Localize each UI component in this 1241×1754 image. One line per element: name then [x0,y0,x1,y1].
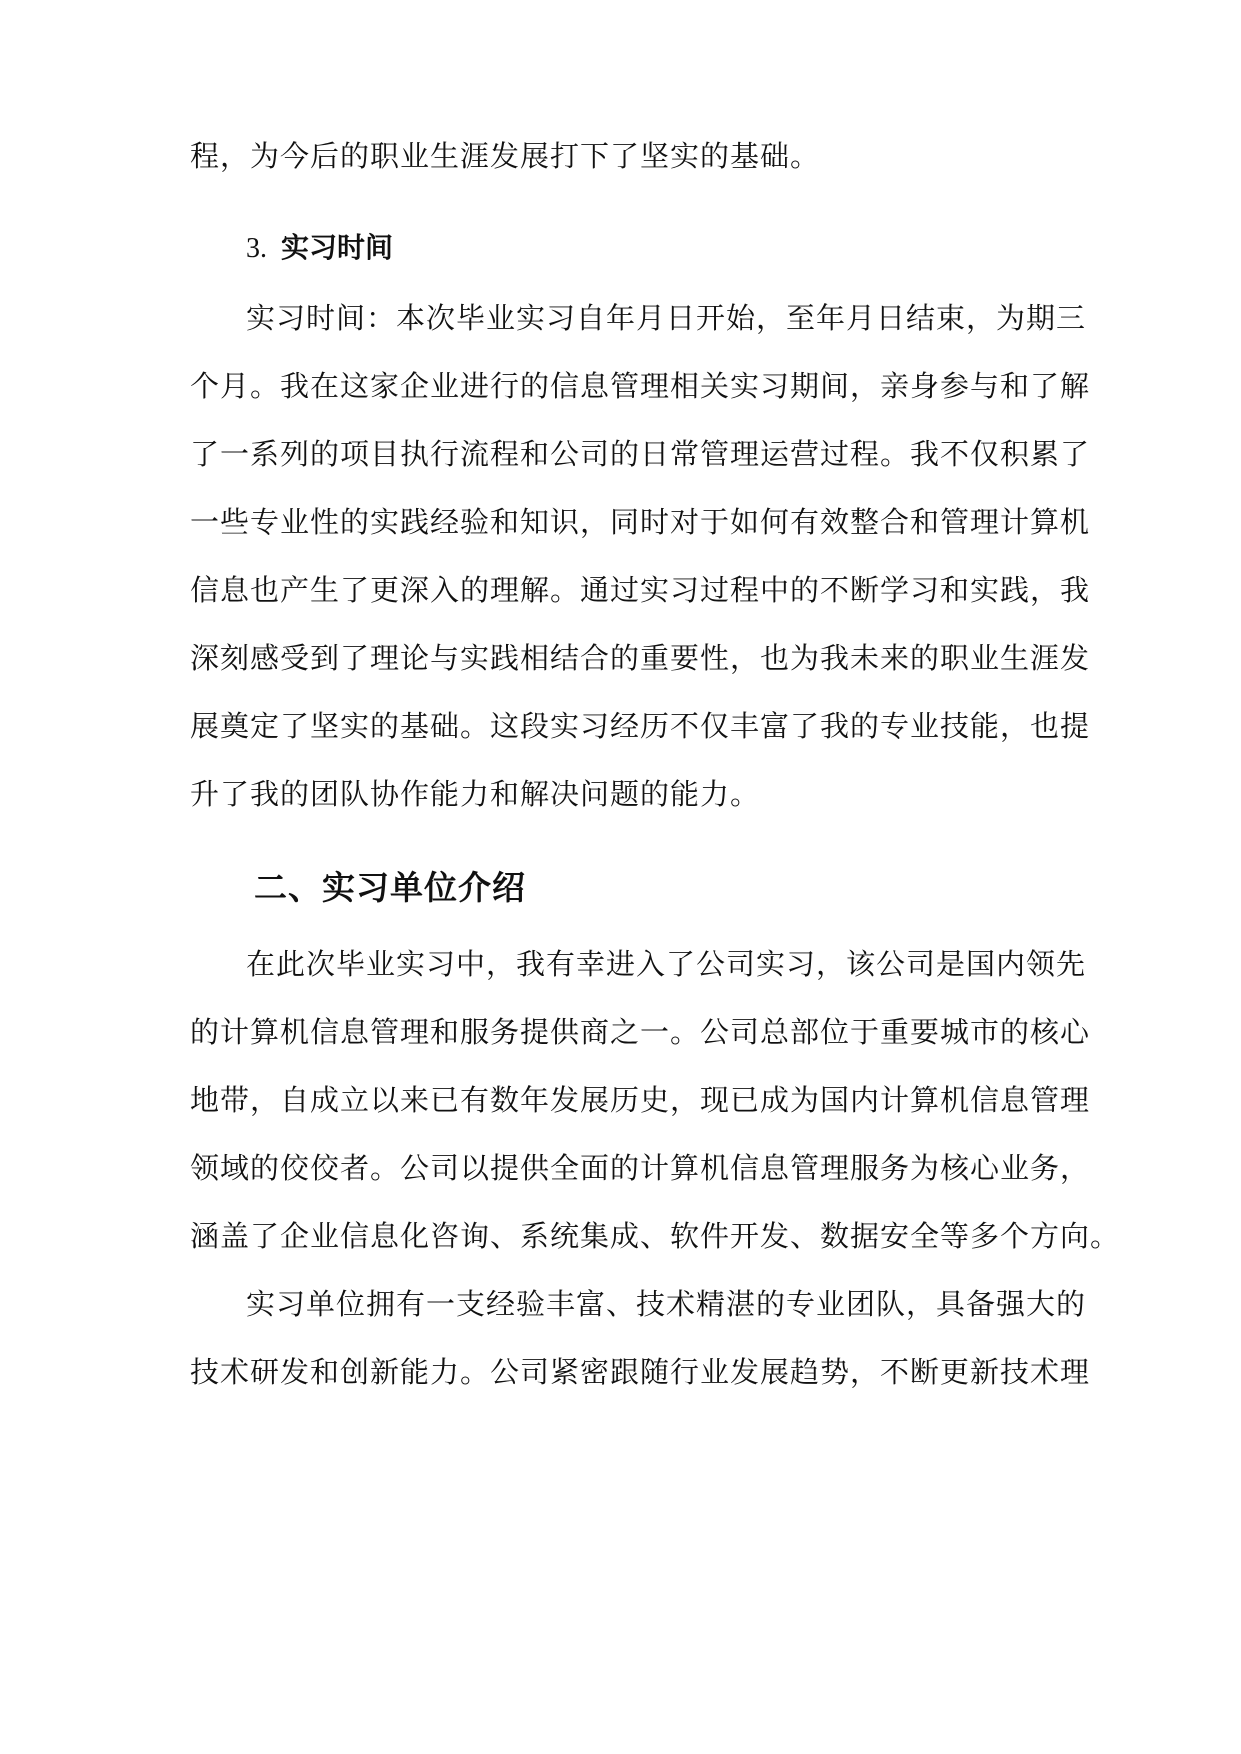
paragraph-line: 实习时间：本次毕业实习自年月日开始，至年月日结束，为期三 [246,301,1087,335]
paragraph-line: 程，为今后的职业生涯发展打下了坚实的基础。 [190,139,821,173]
paragraph-line: 深刻感受到了理论与实践相结合的重要性，也为我未来的职业生涯发 [190,641,1091,675]
paragraph-line: 升了我的团队协作能力和解决问题的能力。 [190,777,761,811]
section-heading: 二、实习单位介绍 [254,868,526,907]
paragraph-line: 展奠定了坚实的基础。这段实习经历不仅丰富了我的专业技能，也提 [190,709,1091,743]
paragraph-line: 信息也产生了更深入的理解。通过实习过程中的不断学习和实践，我 [190,573,1091,607]
paragraph-line: 技术研发和创新能力。公司紧密跟随行业发展趋势，不断更新技术理 [190,1355,1091,1389]
heading-number: 3. [246,233,267,264]
paragraph-line: 实习单位拥有一支经验丰富、技术精湛的专业团队，具备强大的 [246,1287,1087,1321]
paragraph-line: 地带，自成立以来已有数年发展历史，现已成为国内计算机信息管理 [190,1083,1091,1117]
paragraph-line: 一些专业性的实践经验和知识，同时对于如何有效整合和管理计算机 [190,505,1091,539]
paragraph-line: 在此次毕业实习中，我有幸进入了公司实习，该公司是国内领先 [246,947,1087,981]
paragraph-line: 了一系列的项目执行流程和公司的日常管理运营过程。我不仅积累了 [190,437,1091,471]
paragraph-line: 领域的佼佼者。公司以提供全面的计算机信息管理服务为核心业务， [190,1151,1091,1185]
paragraph-line: 个月。我在这家企业进行的信息管理相关实习期间，亲身参与和了解 [190,369,1091,403]
heading-title: 实习时间 [281,231,394,264]
paragraph-line: 的计算机信息管理和服务提供商之一。公司总部位于重要城市的核心 [190,1015,1091,1049]
subsection-heading [246,228,393,269]
paragraph-line: 涵盖了企业信息化咨询、系统集成、软件开发、数据安全等多个方向。 [190,1219,1121,1253]
